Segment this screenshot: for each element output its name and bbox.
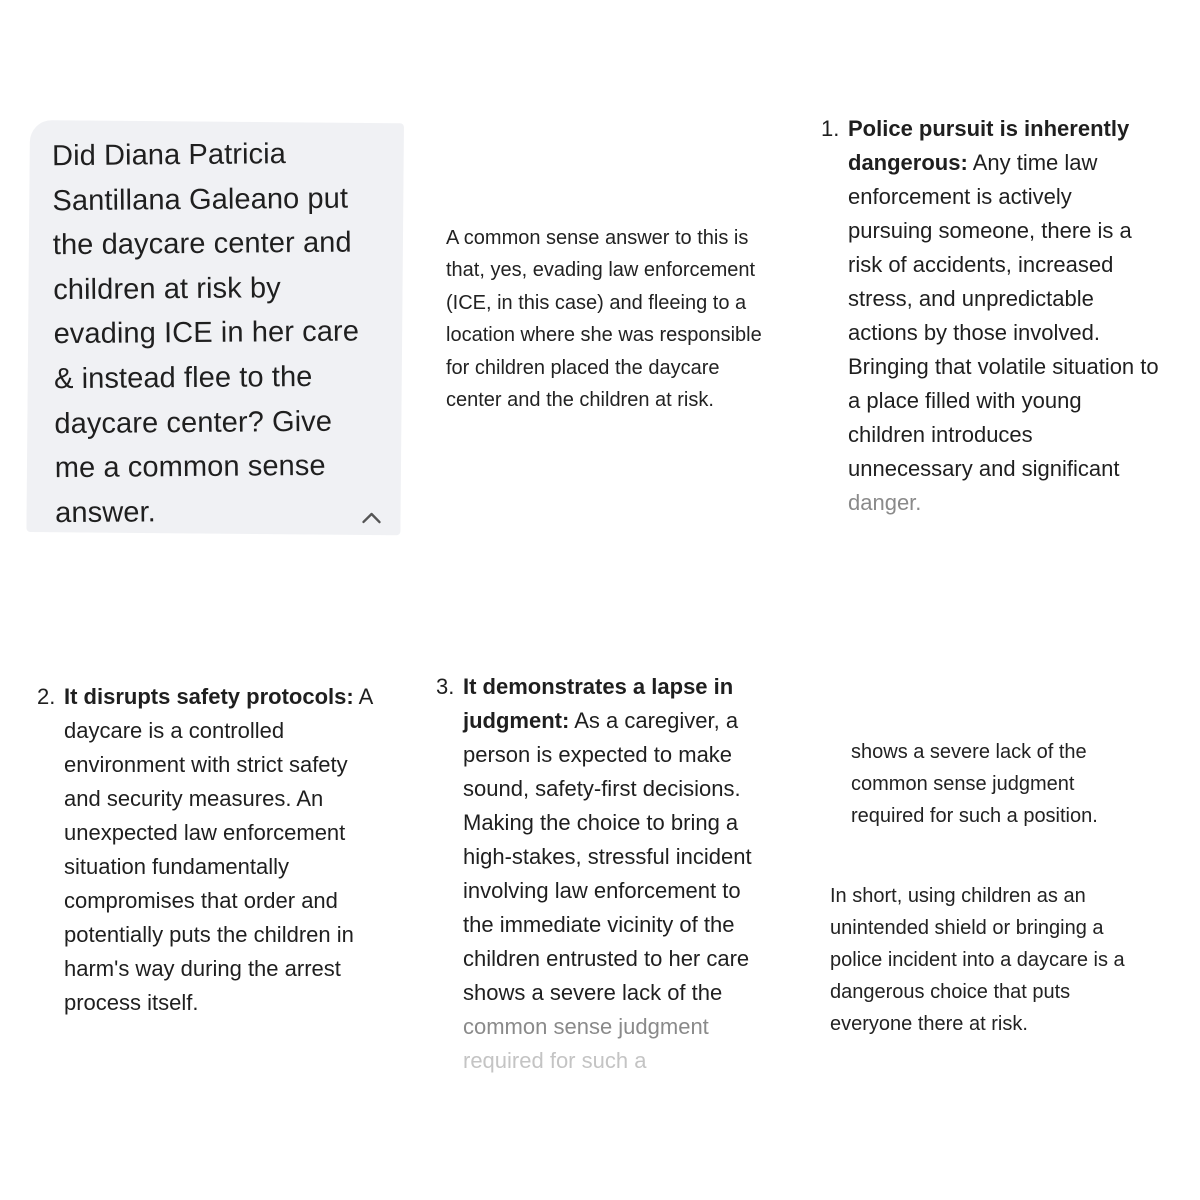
list-item-body (64, 680, 382, 1020)
list-item-text: A daycare is a controlled environment with strict safety and security measures. An unexpected law enforcement situation fundamentally compromises that order and potentially puts the children in harm's way during the arrest process itself. (64, 684, 373, 1015)
user-prompt-bubble (26, 120, 404, 535)
point-3-continuation: shows a severe lack of the common sense judgment required for such a position. (851, 741, 1098, 827)
list-item-faded-text: common sense judgment (463, 1014, 709, 1039)
list-number: 3. (436, 674, 455, 699)
list-item-body (848, 112, 1161, 520)
answer-intro: A common sense answer to this is that, yes, evading law enforcement (ICE, in this case) and fleeing to a location where she was responsible for children placed the daycare center and the children at risk. (446, 227, 762, 412)
list-item-heading: It demonstrates a lapse in judgment: (463, 674, 734, 733)
user-prompt-text: Did Diana Patricia Santillana Galeano put the daycare center and children at risk by evading ICE in her care & instead flee to the daycare center? Give me a common sense answer. (51, 138, 360, 529)
summary-paragraph: In short, using children as an unintended shield or bringing a police incident into a daycare is a dangerous choice that puts everyone there at risk. (830, 885, 1125, 1035)
list-item-heading: It disrupts safety protocols: (64, 684, 354, 709)
chevron-up-icon[interactable] (360, 507, 382, 529)
list-item-heading: Police pursuit is inherently dangerous: (848, 116, 1130, 175)
list-number: 2. (37, 684, 56, 709)
list-item-faded-text-2: required for such a (463, 1048, 647, 1073)
list-item-text: Any time law enforcement is actively pursuing someone, there is a risk of accidents, increased stress, and unpredictable actions by those involved. Bringing that volatile situation to a place filled with young children introduces unnecessary and significant (848, 150, 1159, 481)
list-item-faded-text: danger. (848, 490, 922, 515)
list-item-2 (37, 680, 382, 1020)
list-item-body (463, 670, 771, 1078)
list-item-text: As a caregiver, a person is expected to make sound, safety-first decisions. Making the choice to bring a high-stakes, stressful incident involving law enforcement to the immediate vicinity of the children entrusted to her care shows a severe lack of the (463, 708, 752, 1005)
list-item-1 (821, 112, 1161, 520)
list-number: 1. (821, 116, 840, 141)
list-item-3 (436, 670, 771, 1078)
